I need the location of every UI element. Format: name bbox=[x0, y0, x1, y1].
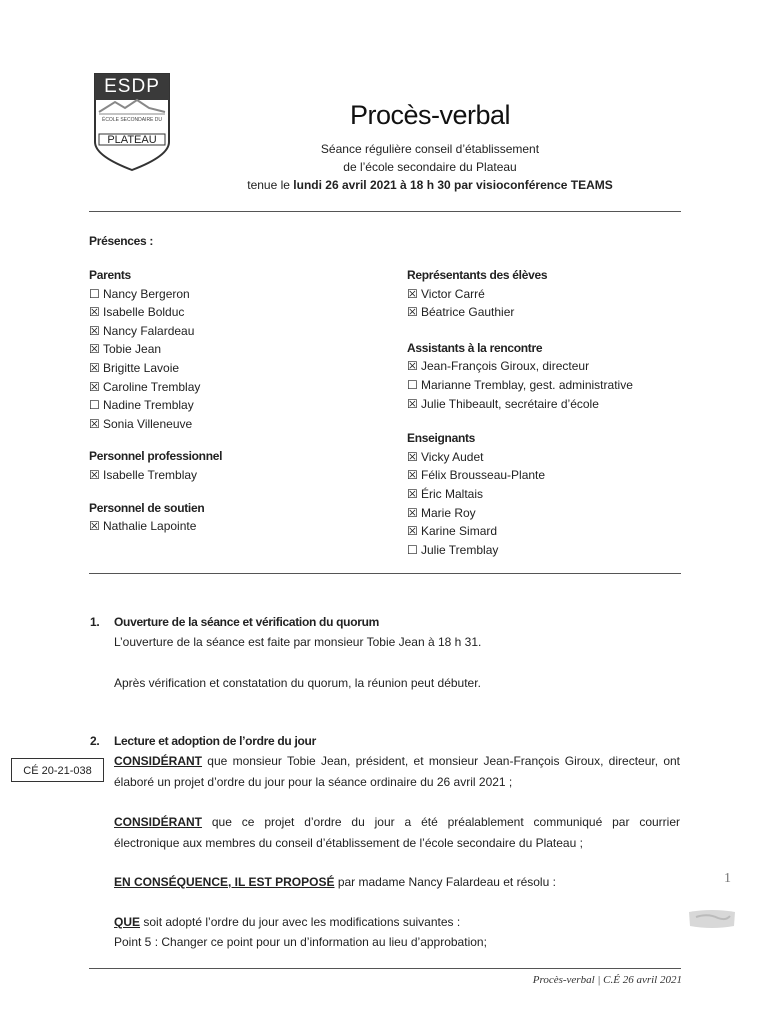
professional-item bbox=[89, 466, 389, 485]
divider-bottom bbox=[89, 573, 681, 574]
teacher-item bbox=[407, 522, 687, 541]
parent-name: Caroline Tremblay bbox=[103, 379, 201, 394]
teacher-item bbox=[407, 448, 687, 467]
unchecked-box-icon: ☐ bbox=[89, 286, 100, 301]
assistants-list bbox=[407, 357, 687, 413]
student-rep-name: Béatrice Gauthier bbox=[421, 305, 515, 320]
que-line1 bbox=[114, 912, 680, 932]
page-number: 1 bbox=[724, 871, 731, 886]
considerant2-keyword: CONSIDÉRANT bbox=[114, 815, 203, 829]
header-line3 bbox=[180, 178, 680, 192]
section1-paragraph1: L’ouverture de la séance est faite par monsieur Tobie Jean à 18 h 31. bbox=[114, 635, 482, 649]
section1-paragraph2: Après vérification et constatation du quorum, la réunion peut débuter. bbox=[114, 676, 481, 690]
section2-heading bbox=[90, 734, 316, 748]
divider-top bbox=[89, 211, 681, 212]
section-enseignants: Enseignants bbox=[407, 431, 476, 446]
support-staff-item bbox=[89, 517, 389, 536]
teacher-item bbox=[407, 485, 687, 504]
parent-item bbox=[89, 303, 389, 322]
checked-box-icon: ☒ bbox=[407, 505, 418, 520]
section-assistants: Assistants à la rencontre bbox=[407, 340, 543, 355]
checked-box-icon: ☒ bbox=[89, 342, 100, 357]
section1-title: Ouverture de la séance et vérification du quorum bbox=[114, 615, 380, 629]
checked-box-icon: ☒ bbox=[407, 396, 418, 411]
checked-box-icon: ☒ bbox=[407, 468, 418, 483]
parent-name: Nancy Bergeron bbox=[103, 286, 190, 301]
support-staff-name: Nathalie Lapointe bbox=[103, 519, 197, 534]
assistant-name: Julie Thibeault, secrétaire d’école bbox=[421, 396, 599, 411]
checked-box-icon: ☒ bbox=[407, 486, 418, 501]
unchecked-box-icon: ☐ bbox=[407, 377, 418, 392]
proposition-line bbox=[114, 872, 680, 892]
parent-name: Sonia Villeneuve bbox=[103, 416, 193, 431]
parent-name: Nadine Tremblay bbox=[103, 398, 194, 413]
checked-box-icon: ☒ bbox=[89, 416, 100, 431]
student-rep-item bbox=[407, 285, 687, 304]
checked-box-icon: ☒ bbox=[407, 449, 418, 464]
enseignants-list bbox=[407, 448, 687, 560]
assistant-item bbox=[407, 395, 687, 414]
checked-box-icon: ☒ bbox=[407, 359, 418, 374]
teacher-name: Félix Brousseau-Plante bbox=[421, 468, 546, 483]
section1-heading bbox=[90, 615, 379, 629]
assistant-name: Jean-François Giroux, directeur bbox=[421, 359, 590, 374]
teacher-name: Vicky Audet bbox=[421, 449, 484, 464]
parent-name: Isabelle Bolduc bbox=[103, 305, 185, 320]
que-line2: Point 5 : Changer ce point pour un d’information au lieu d’approbation; bbox=[114, 935, 487, 949]
section2-number: 2. bbox=[90, 734, 100, 748]
header-line3-date: lundi 26 avril 2021 à 18 h 30 par visioconférence TEAMS bbox=[293, 178, 613, 192]
eleves-list bbox=[407, 285, 687, 322]
assistant-item bbox=[407, 357, 687, 376]
parent-name: Nancy Falardeau bbox=[103, 323, 195, 338]
que-keyword: QUE bbox=[114, 915, 141, 929]
considerant2-text1: que ce projet d’ordre du jour a été préalablement communiqué par courrier bbox=[202, 815, 680, 829]
checked-box-icon: ☒ bbox=[407, 286, 418, 301]
considerant2-line1 bbox=[114, 812, 680, 832]
teacher-item bbox=[407, 504, 687, 523]
assistant-name: Marianne Tremblay, gest. administrative bbox=[421, 377, 633, 392]
section-personnel-soutien: Personnel de soutien bbox=[89, 500, 205, 515]
logo-line2: PLATEAU bbox=[107, 134, 157, 146]
page-title: Procès-verbal bbox=[349, 100, 511, 130]
section1-number: 1. bbox=[90, 615, 100, 629]
teacher-name: Marie Roy bbox=[421, 505, 476, 520]
parent-item bbox=[89, 285, 389, 304]
checked-box-icon: ☒ bbox=[407, 524, 418, 539]
checked-box-icon: ☒ bbox=[89, 305, 100, 320]
parent-item bbox=[89, 340, 389, 359]
considerant2-line2: électronique aux membres du conseil d’établissement de l’école secondaire du Plateau ; bbox=[114, 836, 583, 850]
assistant-item bbox=[407, 376, 687, 395]
section-parents: Parents bbox=[89, 268, 131, 282]
que-text: soit adopté l’ordre du jour avec les modifications suivantes : bbox=[140, 915, 461, 929]
teacher-name: Julie Tremblay bbox=[421, 542, 499, 557]
checked-box-icon: ☒ bbox=[89, 360, 100, 375]
parent-item bbox=[89, 396, 389, 415]
considerant1-keyword: CONSIDÉRANT bbox=[114, 754, 203, 768]
header-line1: Séance régulière conseil d’établissement bbox=[320, 142, 540, 156]
section2-title: Lecture et adoption de l’ordre du jour bbox=[114, 734, 316, 748]
logo-acronym: ESDP bbox=[104, 76, 160, 97]
presence-right-column bbox=[407, 266, 687, 559]
presences-label: Présences : bbox=[89, 234, 154, 248]
considerant1-line1 bbox=[114, 751, 680, 771]
resolution-reference-box: CÉ 20-21-038 bbox=[11, 758, 104, 782]
parent-name: Brigitte Lavoie bbox=[103, 360, 180, 375]
checked-box-icon: ☒ bbox=[407, 305, 418, 320]
footer-text: Procès-verbal | C.É 26 avril 2021 bbox=[532, 974, 682, 986]
parent-name: Tobie Jean bbox=[103, 342, 162, 357]
parent-item bbox=[89, 359, 389, 378]
teacher-item bbox=[407, 466, 687, 485]
parent-item bbox=[89, 378, 389, 397]
section-eleves: Représentants des élèves bbox=[407, 268, 548, 282]
pro-list bbox=[89, 466, 389, 485]
unchecked-box-icon: ☐ bbox=[89, 398, 100, 413]
teacher-name: Éric Maltais bbox=[421, 486, 484, 501]
header-line2: de l’école secondaire du Plateau bbox=[343, 160, 517, 174]
student-rep-item bbox=[407, 303, 687, 322]
proposition-text: par madame Nancy Falardeau et résolu : bbox=[334, 875, 556, 889]
considerant1-text1: que monsieur Tobie Jean, président, et monsieur Jean-François Giroux, directeur, ont bbox=[202, 754, 680, 768]
checked-box-icon: ☒ bbox=[89, 519, 100, 534]
parent-item bbox=[89, 322, 389, 341]
soutien-list bbox=[89, 517, 389, 536]
checked-box-icon: ☒ bbox=[89, 323, 100, 338]
header-line3-prefix: tenue le bbox=[247, 178, 294, 192]
logo-line1: ÉCOLE SECONDAIRE DU bbox=[101, 117, 162, 123]
section-personnel-professionnel: Personnel professionnel bbox=[89, 449, 223, 464]
unchecked-box-icon: ☐ bbox=[407, 542, 418, 557]
presence-left-column bbox=[89, 266, 389, 536]
checked-box-icon: ☒ bbox=[89, 379, 100, 394]
teacher-name: Karine Simard bbox=[421, 524, 498, 539]
proposition-keyword: EN CONSÉQUENCE, IL EST PROPOSÉ bbox=[114, 875, 335, 889]
teacher-item bbox=[407, 541, 687, 560]
considerant1-line2: élaboré un projet d’ordre du jour pour la séance ordinaire du 26 avril 2021 ; bbox=[114, 775, 513, 789]
parents-list bbox=[89, 285, 389, 434]
stamp-mark-icon bbox=[688, 908, 736, 930]
checked-box-icon: ☒ bbox=[89, 467, 100, 482]
student-rep-name: Victor Carré bbox=[421, 286, 485, 301]
footer-divider bbox=[89, 968, 681, 969]
parent-item bbox=[89, 415, 389, 434]
professional-name: Isabelle Tremblay bbox=[103, 467, 198, 482]
